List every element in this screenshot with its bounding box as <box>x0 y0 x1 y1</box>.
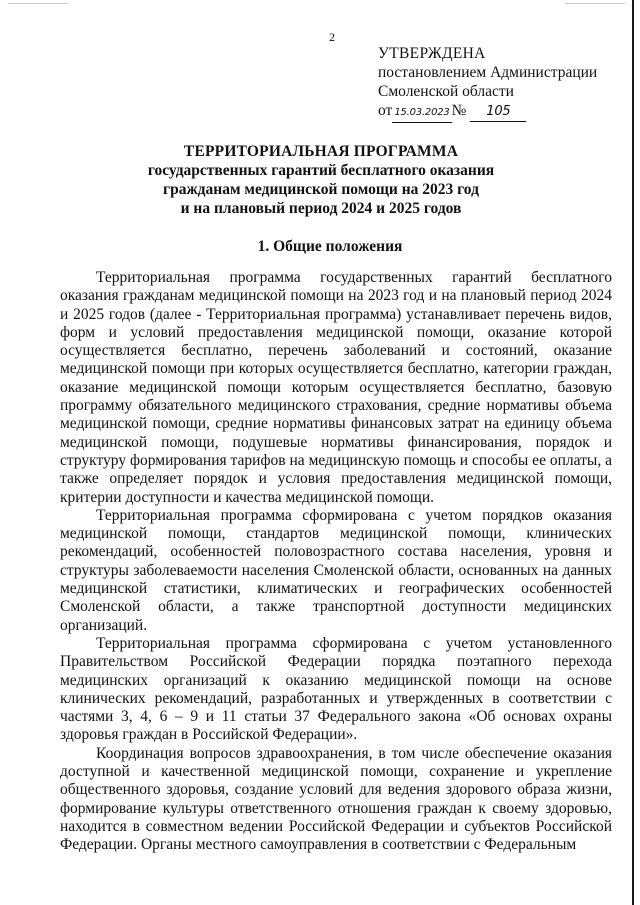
number-prefix: № <box>451 102 467 119</box>
document-title: ТЕРРИТОРИАЛЬНАЯ ПРОГРАММА <box>183 143 459 160</box>
paragraph: Территориальная программа сформирована с учетом порядков оказания медицинской помощи, стандартов медицинской помощи, клинических рекомендаций, особенностей половозрастного состава населения, уровня и структуры заболеваемости населения Смоленской области, основанных на данных медицинской статистики, климатических и географических особенностей Смоленской области, а также транспортной доступности медицинских организаций. <box>60 506 612 634</box>
paragraph: Территориальная программа сформирована с учетом установленного Правительством Российской Федерации порядка поэтапного перехода медицинских организаций к оказанию медицинской помощи на основе клинических рекомендаций, разработанных и утвержденных в соответствии с частями 3, 4, 6 – 9 и 11 статьи 37 Федерального закона «Об основах охраны здоровья граждан в Российской Федерации». <box>60 634 612 744</box>
document-title-block <box>80 142 562 218</box>
handwritten-date: 15.03.2023 <box>392 103 451 123</box>
body-text <box>60 269 612 855</box>
paragraph: Координация вопросов здравоохранения, в том числе обеспечение оказания доступной и качественной медицинской помощи, сохранение и укрепление общественного здоровья, создание условий для ведения здорового образа жизни, формирование культуры ответственного отношения граждан к своему здоровью, находится в совместном ведении Российской Федерации и субъектов Российской Федерации. Органы местного самоуправления в соответствии с Федеральным <box>60 744 612 854</box>
approval-line-1: постановлением Администрации <box>378 64 598 81</box>
scan-edge-top-left <box>8 3 68 4</box>
document-subtitle-line-2: гражданам медицинской помощи на 2023 год <box>163 181 479 198</box>
approval-date-line <box>378 101 628 123</box>
section-heading: 1. Общие положения <box>257 238 403 255</box>
approval-line-2: Смоленской области <box>378 83 514 100</box>
approval-title: УТВЕРЖДЕНА <box>378 45 486 62</box>
page-number: 2 <box>329 30 335 44</box>
document-subtitle-line-3: и на плановый период 2024 и 2025 годов <box>180 200 462 217</box>
scan-edge-right <box>632 0 634 905</box>
paragraph: Территориальная программа государственных гарантий бесплатного оказания гражданам медицинской помощи на 2023 год и на плановый период 2024 и 2025 годов (далее - Территориальная программа) устанавливает перечень видов, форм и условий предоставления медицинской помощи, оказание которой осуществляется бесплатно, перечень заболеваний и состояний, оказание медицинской помощи при которых осуществляется бесплатно, категории граждан, оказание медицинской помощи которым осуществляется бесплатно, базовую программу обязательного медицинского страхования, средние нормативы объема медицинской помощи, средние нормативы финансовых затрат на единицу объема медицинской помощи, подушевые нормативы финансирования, порядок и структуру формирования тарифов на медицинскую помощь и способы ее оплаты, а также определяет порядок и условия предоставления медицинской помощи, критерии доступности и качества медицинской помощи. <box>60 269 612 506</box>
document-subtitle-line-1: государственных гарантий бесплатного оказания <box>147 162 495 179</box>
handwritten-number: 105 <box>470 102 526 122</box>
date-prefix: от <box>378 102 393 119</box>
approval-block <box>378 44 628 123</box>
scan-edge-top-right <box>565 3 625 4</box>
